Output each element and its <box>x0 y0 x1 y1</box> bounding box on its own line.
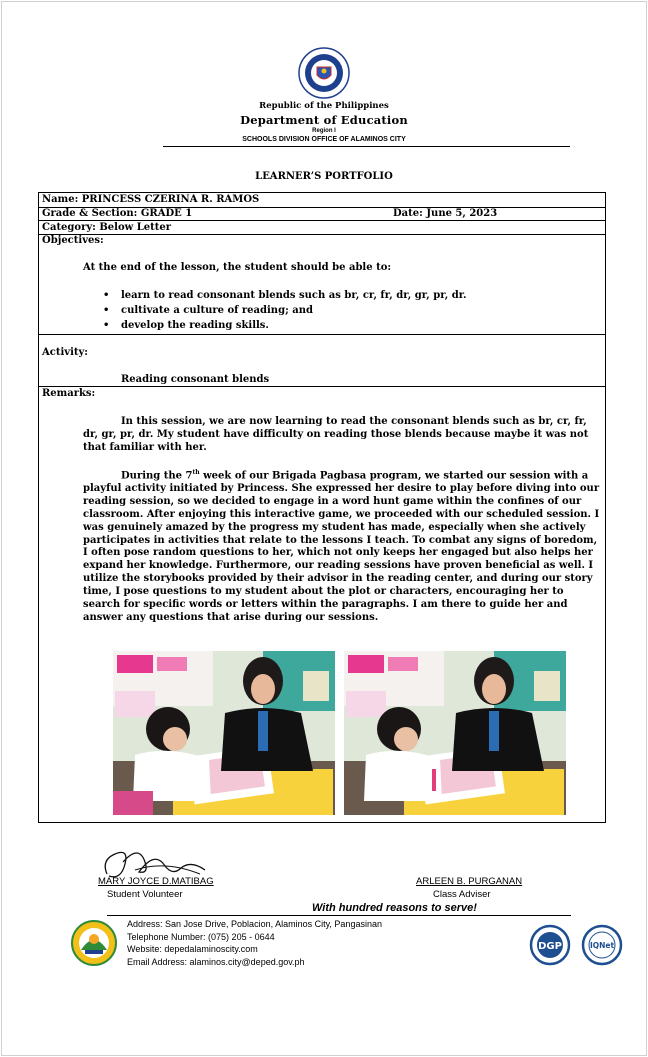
header-divider <box>163 146 570 147</box>
grade-label: Grade & Section: <box>42 208 138 219</box>
objective-item: • learn to read consonant blends such as br, cr, fr, dr, gr, pr, dr. <box>121 288 581 303</box>
adviser-name: ARLEEN B. PURGANAN <box>416 876 523 887</box>
iqnet-badge-text: IQNet <box>589 941 615 950</box>
remarks-label: Remarks: <box>42 388 96 399</box>
division-line: SCHOOLS DIVISION OFFICE OF ALAMINOS CITY <box>242 136 406 143</box>
objectives-intro: At the end of the lesson, the student should be able to: <box>83 262 392 273</box>
volunteer-role: Student Volunteer <box>107 889 183 900</box>
grade-value: GRADE 1 <box>140 208 193 219</box>
category-row <box>42 222 171 233</box>
dgp-badge-text: DGP <box>538 941 562 952</box>
row-divider <box>38 334 606 335</box>
remarks-body <box>83 416 603 625</box>
contact-address: Address: San Jose Drive, Poblacion, Alaminos City, Pangasinan <box>127 919 382 929</box>
objectives-list <box>121 288 581 333</box>
remarks-paragraph-1: In this session, we are now learning to read the consonant blends such as br, cr, fr, dr, gr, pr, dr. My student have difficulty on reading those blends because maybe it was not that familiar with her. <box>83 416 589 453</box>
ordinal-suffix: th <box>192 468 200 476</box>
contact-website: Website: depedalaminoscity.com <box>127 944 258 954</box>
grade-row <box>42 208 192 219</box>
dgp-badge-icon <box>525 924 575 966</box>
contact-email: Email Address: alaminos.city@deped.gov.ph <box>127 956 305 967</box>
volunteer-name: MARY JOYCE D.MATIBAG <box>98 876 214 887</box>
region-line: Region I <box>312 128 336 134</box>
activity-value: Reading consonant blends <box>121 374 270 385</box>
iqnet-badge-icon <box>580 924 624 966</box>
paragraph-2-start: During the 7 <box>121 470 193 482</box>
contact-telephone: Telephone Number: (075) 205 - 0644 <box>127 931 275 942</box>
date-field <box>393 208 497 219</box>
page-title: LEARNER’S PORTFOLIO <box>255 171 393 182</box>
department-line: Department of Education <box>240 113 408 127</box>
category-label: Category: <box>42 222 96 233</box>
date-label: Date: <box>393 208 423 219</box>
footer-divider <box>107 915 571 916</box>
row-divider <box>38 234 606 235</box>
contact-block <box>127 918 382 968</box>
deped-seal-icon <box>298 47 350 99</box>
paragraph-2-rest: week of our Brigada Pagbasa program, we started our session with a playful activity initiated by Princess. She expressed her desire to play before diving into our reading session, so we decided to engage in a word hunt game within the confines of our classroom. After enjoying this interactive game, we proceeded with our scheduled session. I was genuinely amazed by the progress my student has made, especially when she actively participates in activities that relate to the lessons I teach. To combat any signs of boredom, I often pose random questions to her, which not only keeps her engaged but also helps her expand her knowledge. Furthermore, our reading sessions have proven beneficial as well. I utilize the storybooks provided by their advisor in the reading center, and during our story time, I pose questions to my student about the plot or characters, encouraging her to search for specific words or letters within the paragraphs. I am there to guide her and answer any questions that arise during our sessions. <box>83 470 600 624</box>
objectives-label: Objectives: <box>42 235 104 246</box>
adviser-role: Class Adviser <box>433 889 491 900</box>
category-value: Below Letter <box>99 222 171 233</box>
remarks-paragraph-2 <box>83 467 603 625</box>
date-value: June 5, 2023 <box>426 208 498 219</box>
objective-item: • develop the reading skills. <box>121 318 581 333</box>
republic-line: Republic of the Philippines <box>259 101 389 111</box>
objective-item: • cultivate a culture of reading; and <box>121 303 581 318</box>
division-logo-icon <box>71 920 117 966</box>
name-row <box>42 194 259 205</box>
name-label: Name: <box>42 194 79 205</box>
row-divider <box>38 386 606 387</box>
session-photo-2 <box>344 651 566 815</box>
row-divider <box>38 220 606 221</box>
learner-name: PRINCESS CZERINA R. RAMOS <box>81 194 260 205</box>
session-photo-1 <box>113 651 335 815</box>
activity-label: Activity: <box>42 347 88 358</box>
motto: With hundred reasons to serve! <box>312 902 477 914</box>
